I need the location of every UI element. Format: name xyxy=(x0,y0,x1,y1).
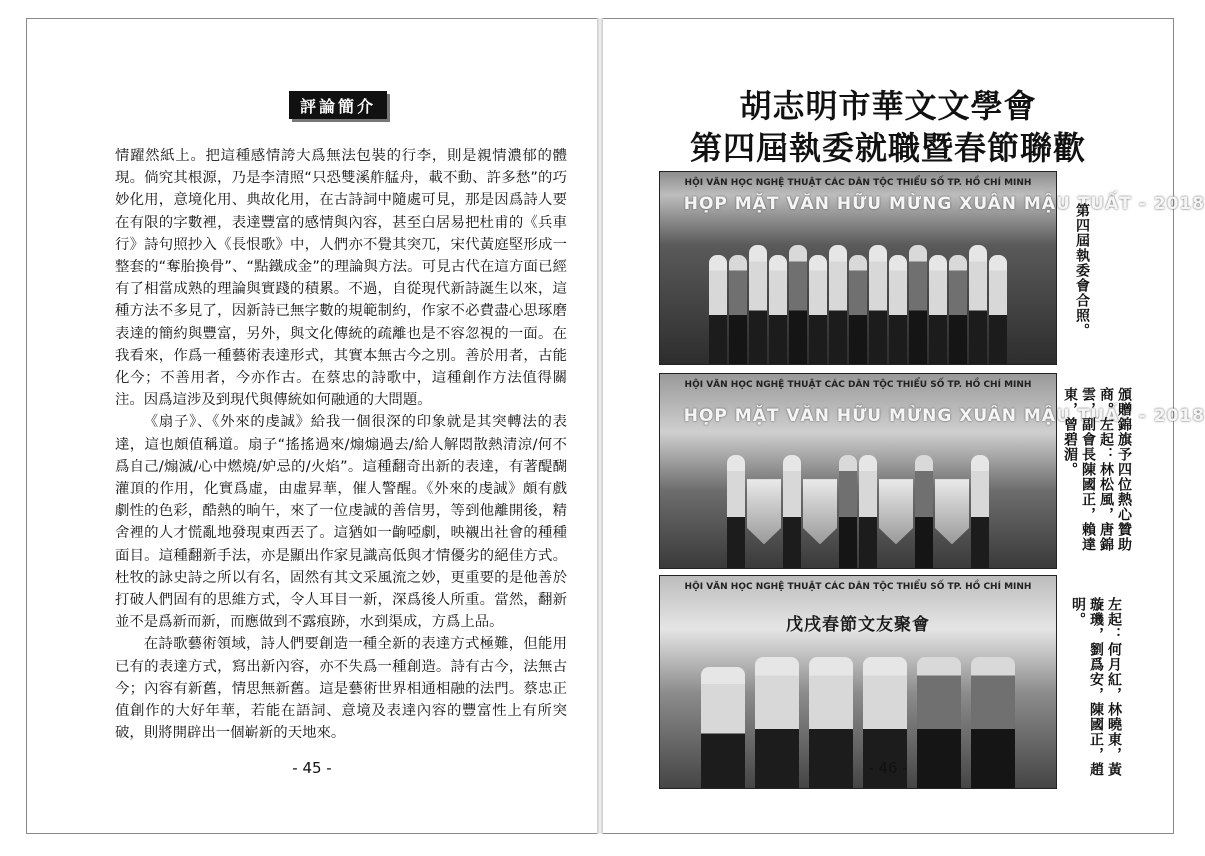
photo-banner-small: HỘI VĂN HỌC NGHỆ THUẬT CÁC DÂN TỘC THIỂU SỐ TP. HỒ CHÍ MINH xyxy=(684,380,1032,390)
person-figure xyxy=(859,455,877,568)
person-figure xyxy=(809,255,827,365)
person-figure xyxy=(949,255,967,365)
people-group xyxy=(660,455,1056,568)
person-figure xyxy=(889,255,907,365)
person-figure xyxy=(969,245,987,364)
photo-banner-small: HỘI VĂN HỌC NGHỆ THUẬT CÁC DÂN TỘC THIỂU SỐ TP. HỒ CHÍ MINH xyxy=(684,178,1032,188)
person-figure xyxy=(749,245,767,364)
pennant-flag xyxy=(803,479,837,544)
pennant-flag xyxy=(747,479,781,544)
page-number-left: - 45 - xyxy=(292,759,332,777)
pennant-flag xyxy=(935,479,969,544)
photo-banner-title: HỌP MẶT VĂN HỮU MỪNG XUÂN MẬU TUẤT - 2018 xyxy=(683,194,1205,214)
headline-line-1: 胡志明市華文文學會 xyxy=(739,87,1037,125)
person-figure xyxy=(769,255,787,365)
person-figure xyxy=(789,245,807,364)
group-photo-friends xyxy=(659,575,1057,789)
people-group xyxy=(660,245,1056,364)
photo-caption-1: 第四屆執委會合照。 xyxy=(1074,203,1090,338)
person-figure xyxy=(989,255,1007,365)
person-figure xyxy=(909,245,927,364)
person-figure xyxy=(849,255,867,365)
person-figure xyxy=(783,455,801,568)
section-title-badge: 評論簡介 xyxy=(289,91,387,119)
person-figure xyxy=(915,455,933,568)
photo-banner-title: HỌP MẶT VĂN HỮU MỪNG XUÂN MẬU TUẤT - 2018 xyxy=(683,406,1205,426)
photo-banner-small: HỘI VĂN HỌC NGHỆ THUẬT CÁC DÂN TỘC THIỂU SỐ TP. HỒ CHÍ MINH xyxy=(684,582,1032,592)
photo-caption-3: 左起：何月紅，林曉東，黃璇璣，劉爲安，陳國正，趙明。 xyxy=(1070,597,1122,777)
person-figure xyxy=(727,455,745,568)
person-figure xyxy=(929,255,947,365)
person-figure xyxy=(729,255,747,365)
photo-banner-title: 戊戌春節文友聚會 xyxy=(786,615,930,635)
left-page xyxy=(26,18,597,834)
person-figure xyxy=(971,455,989,568)
article-paragraph: 《扇子》、《外來的虔誠》給我一個很深的印象就是其突轉法的表達，這也頗值稱道。扇子“搖搖過來/煽煽過去/給人解悶散熱清涼/何不爲自己/煽滅/心中燃燒/妒忌的/火焰”。這種翻奇出新的表達，有著醍醐灌頂的作用，化實爲虛，由虛昇華，催人警醒。《外來的虔誠》頗有戲劇性的色彩，酷熱的晌午，來了一位虔誠的善信男，等到他離開後，精舍裡的人才慌亂地發現東西丟了。這猶如一齣啞劇，映襯出社會的種種面目。這種翻新手法，亦是顯出作家見識高低與才情優劣的絕佳方式。杜牧的詠史詩之所以有名，固然有其文采風流之妙，更重要的是他善於打破人們固有的思維方式，令人耳目一新，深爲後人所重。當然，翻新並不是爲新而新，而應做到不露痕跡，水到渠成，方爲上品。 xyxy=(115,414,567,631)
photo-caption-2: 頒贈錦旗予四位熱心贊助商。左起：林松風，唐錦雲，副會長陳國正，賴達東，曾碧湄。 xyxy=(1062,387,1132,552)
person-figure xyxy=(829,245,847,364)
pennant-flag xyxy=(879,479,913,544)
page-number-right: - 46 - xyxy=(868,759,908,777)
headline-line-2: 第四屆執委就職暨春節聯歡 xyxy=(689,129,1086,167)
person-figure xyxy=(869,245,887,364)
person-figure xyxy=(709,255,727,365)
article-paragraph: 情躍然紙上。把這種感情誇大爲無法包裝的行李，則是親情濃郁的體現。倘究其根源，乃是李清照“只恐雙溪舴艋舟，載不動、許多愁”的巧妙化用，意境化用、典故化用，在古詩詞中隨處可見，那是因爲詩人要在有限的字數裡，表達豐富的感情與內容，甚至白居易把杜甫的《兵車行》詩句照抄入《長恨歌》中，人們亦不覺其突兀，宋代黃庭堅形成一整套的“奪胎換骨”、“點鐵成金”的理論與方法。可見古代在這方面已經有了相當成熟的理論與實踐的積累。不過，自從現代新詩誕生以來，這種方法不多見了，因新詩已無字數的規範制約，作家不必費盡心思琢磨表達的簡約與豐富，另外，與文化傳統的疏離也是不容忽視的一面。在我看來，作爲一種藝術表達形式，其實本無古今之別。善於用者，古能化今；不善用者，今亦作古。在蔡忠的詩歌中，這種創作方法值得關注。因爲這涉及到現代與傳統如何融通的大問題。 xyxy=(115,148,567,409)
person-figure xyxy=(839,455,857,568)
article-paragraph: 在詩歌藝術領域，詩人們要創造一種全新的表達方式極難，但能用已有的表達方式，寫出新內容，亦不失爲一種創造。詩有古今，法無古今；內容有新舊，情思無新舊。這是藝術世界相通相融的法門。蔡忠正值創作的大好年華，若能在語詞、意境及表達內容的豐富性上有所突破，則將開辟出一個嶄新的天地來。 xyxy=(115,636,567,742)
right-page xyxy=(603,18,1205,834)
review-article xyxy=(115,145,567,744)
